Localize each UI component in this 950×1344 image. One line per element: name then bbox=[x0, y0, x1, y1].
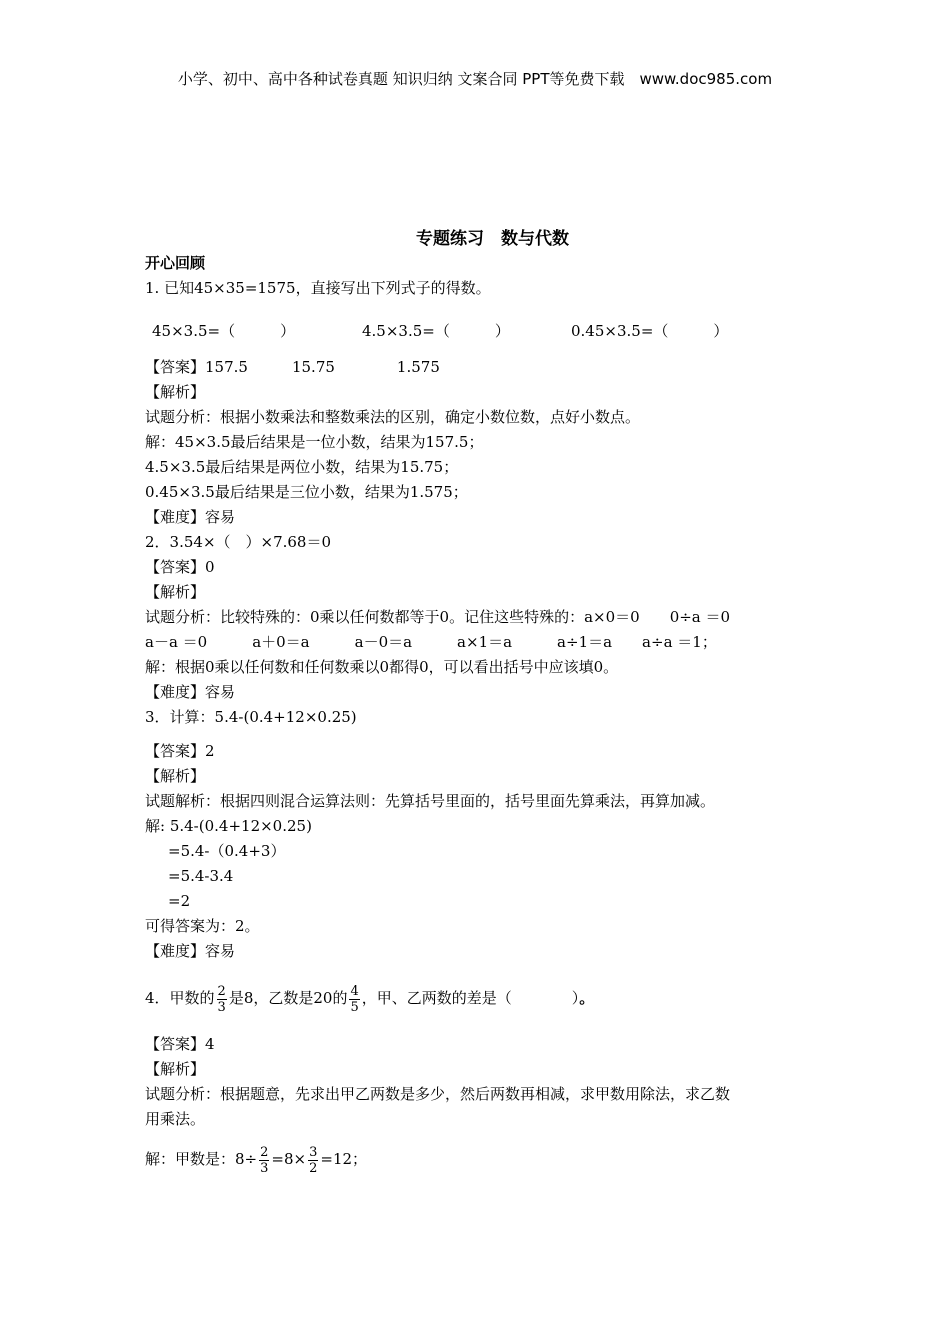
q2-analysis-line-3: 解：根据0乘以任何数和任何数乘以0都得0，可以看出括号中应该填0。 bbox=[145, 658, 619, 676]
q3-analysis-label: 【解析】 bbox=[145, 767, 206, 785]
q4-solution-line bbox=[145, 1141, 367, 1177]
q3-difficulty: 【难度】容易 bbox=[145, 942, 236, 960]
q2-stem: 2．3.54×（ ）×7.68＝0 bbox=[145, 533, 332, 551]
fraction-numerator: 2 bbox=[260, 1144, 269, 1160]
answer-label: 【答案】 bbox=[145, 358, 206, 376]
q3-analysis-line-1: 试题解析：根据四则混合运算法则：先算括号里面的，括号里面先算乘法，再算加减。 bbox=[145, 792, 716, 810]
q1-answer-2: 15.75 bbox=[291, 358, 335, 376]
q1-item-1: 45×3.5=（ ） bbox=[152, 322, 296, 340]
q2-answer: 【答案】0 bbox=[145, 558, 215, 576]
q2-analysis-line-1: 试题分析：比较特殊的：0乘以任何数都等于0。记住这些特殊的：a×0＝0 0÷a ＝0 bbox=[145, 608, 731, 626]
q2-difficulty: 【难度】容易 bbox=[145, 683, 236, 701]
q3-solution-line-2: =5.4-（0.4+3） bbox=[168, 842, 286, 860]
q4-analysis-line-1: 试题分析：根据题意，先求出甲乙两数是多少，然后两数再相减，求甲数用除法，求乙数 bbox=[145, 1085, 731, 1103]
q3-conclusion: 可得答案为：2。 bbox=[145, 917, 260, 935]
q4-stem-part-3: ，甲、乙两数的差是（ ） bbox=[361, 989, 580, 1007]
q1-analysis-line-4: 0.45×3.5最后结果是三位小数，结果为1.575； bbox=[145, 483, 468, 501]
fraction-denominator: 3 bbox=[217, 999, 226, 1015]
fraction-numerator: 2 bbox=[217, 983, 226, 999]
q1-answer bbox=[145, 357, 440, 377]
q1-analysis-label: 【解析】 bbox=[145, 383, 206, 401]
fraction bbox=[259, 1145, 269, 1176]
fraction bbox=[217, 984, 227, 1015]
fraction-numerator: 4 bbox=[350, 983, 359, 999]
q4-analysis-label: 【解析】 bbox=[145, 1060, 206, 1078]
q4-solution-part-2: =8× bbox=[271, 1150, 307, 1168]
page-title: 专题练习 数与代数 bbox=[416, 229, 569, 249]
fraction-numerator: 3 bbox=[309, 1144, 318, 1160]
q4-stem-part-2: 是8，乙数是20的 bbox=[228, 989, 348, 1007]
fraction bbox=[308, 1145, 318, 1176]
fraction-denominator: 3 bbox=[260, 1160, 269, 1176]
q4-answer: 【答案】4 bbox=[145, 1035, 215, 1053]
q1-item-3: 0.45×3.5=（ ） bbox=[571, 322, 729, 340]
q1-answer-1: 157.5 bbox=[205, 358, 248, 376]
q1-item-2: 4.5×3.5=（ ） bbox=[362, 322, 510, 340]
fraction-denominator: 5 bbox=[350, 999, 359, 1015]
q1-difficulty: 【难度】容易 bbox=[145, 508, 236, 526]
q3-solution-line-3: =5.4-3.4 bbox=[168, 867, 234, 885]
section-heading: 开心回顾 bbox=[145, 254, 206, 272]
q2-analysis-line-2: a－a ＝0 a＋0＝a a－0＝a a×1＝a a÷1＝a a÷a ＝1； bbox=[145, 633, 717, 651]
page-header: 小学、初中、高中各种试卷真题 知识归纳 文案合同 PPT等免费下载 www.doc985.com bbox=[177, 70, 773, 88]
q4-stem bbox=[145, 980, 594, 1016]
q4-solution-part-1: 解：甲数是：8÷ bbox=[145, 1150, 258, 1168]
q4-analysis-line-2: 用乘法。 bbox=[145, 1110, 206, 1128]
fraction bbox=[349, 984, 359, 1015]
q1-analysis-line-1: 试题分析：根据小数乘法和整数乘法的区别，确定小数位数，点好小数点。 bbox=[145, 408, 641, 426]
q4-solution-part-3: =12； bbox=[320, 1150, 368, 1168]
q1-answer-3: 1.575 bbox=[396, 358, 440, 376]
q1-analysis-line-3: 4.5×3.5最后结果是两位小数，结果为15.75； bbox=[145, 458, 459, 476]
q4-stem-end: 。 bbox=[579, 989, 595, 1007]
q3-solution-line-4: =2 bbox=[168, 892, 191, 910]
q2-analysis-label: 【解析】 bbox=[145, 583, 206, 601]
q1-analysis-line-2: 解：45×3.5最后结果是一位小数，结果为157.5； bbox=[145, 433, 484, 451]
q1-stem: 1. 已知45×35=1575，直接写出下列式子的得数。 bbox=[145, 279, 491, 297]
q4-stem-part-1: 4．甲数的 bbox=[145, 989, 215, 1007]
q3-answer: 【答案】2 bbox=[145, 742, 215, 760]
q3-solution-line-1: 解: 5.4-(0.4+12×0.25) bbox=[145, 817, 312, 835]
q3-stem: 3．计算：5.4-(0.4+12×0.25) bbox=[145, 708, 357, 726]
fraction-denominator: 2 bbox=[309, 1160, 318, 1176]
